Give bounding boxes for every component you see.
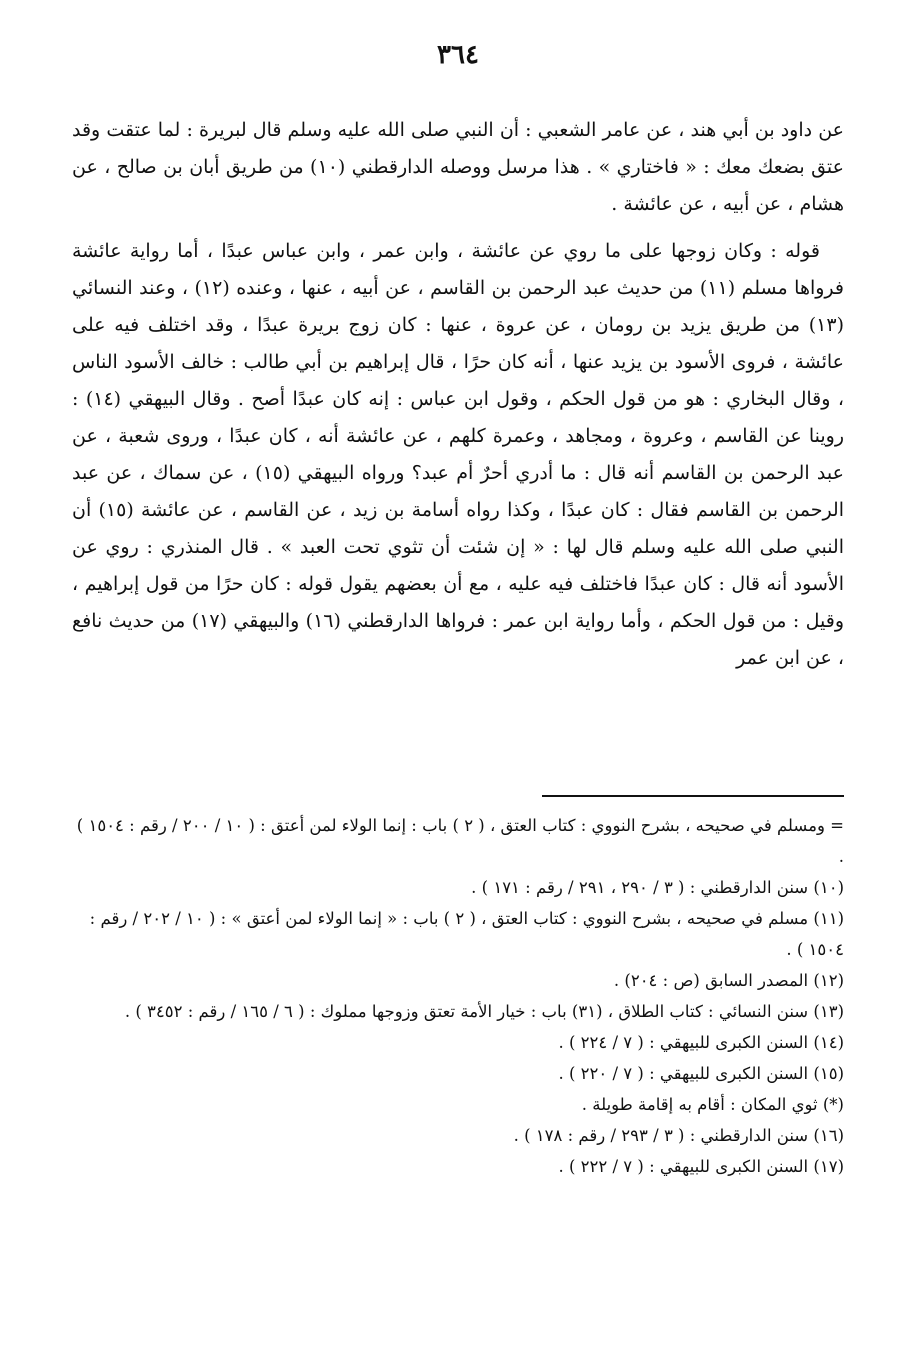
footnote-star: (*) ثوي المكان : أقام به إقامة طويلة . bbox=[581, 1095, 844, 1114]
paragraph-1: عن داود بن أبي هند ، عن عامر الشعبي : أن النبي صلى الله عليه وسلم قال لبريرة : لما عتقت وقد عتق بضعك معك : « فاختاري » . هذا مرسل ووصله الدارقطني (١٠) من طريق أبان بن صالح ، عن هشام ، عن أبيه ، عن عائشة . bbox=[72, 119, 844, 215]
footnote-14: (١٤) السنن الكبرى للبيهقي : ( ٧ / ٢٢٤ ) . bbox=[558, 1033, 844, 1052]
footnote-10: (١٠) سنن الدارقطني : ( ٣ / ٢٩٠ ، ٢٩١ / رقم : ١٧١ ) . bbox=[471, 878, 844, 897]
footnote-separator bbox=[542, 795, 844, 797]
footnote-continuation: = ومسلم في صحيحه ، بشرح النووي : كتاب العتق ، ( ٢ ) باب : إنما الولاء لمن أعتق : ( ١٠ / ٢٠٠ / رقم : ١٥٠٤ ) . bbox=[76, 816, 844, 866]
paragraph-2: قوله : وكان زوجها على ما روي عن عائشة ، وابن عمر ، وابن عباس عبدًا ، أما رواية عائشة فرواها مسلم (١١) من حديث عبد الرحمن بن القاسم ، عن أبيه ، عنها ، وعنده (١٢) ، وعند النسائي (١٣) من طريق يزيد بن رومان ، عن عروة ، عنها : كان زوج بريرة عبدًا ، وقد اختلف فيه على عائشة ، فروى الأسود بن يزيد عنها ، أنه كان حرًا ، قال إبراهيم بن أبي طالب : خالف الأسود الناس ، وقال البخاري : هو من قول الحكم ، وقول ابن عباس : إنه كان عبدًا أصح . وقال البيهقي (١٤) : روينا عن القاسم ، وعروة ، ومجاهد ، وعمرة كلهم ، عن عائشة أنه ، كان عبدًا ، وروى شعبة ، عن عبد الرحمن بن القاسم أنه قال : ما أدري أحرٌ أم عبد؟ ورواه البيهقي (١٥) ، عن سماك ، عن عبد الرحمن بن القاسم فقال : كان عبدًا ، وكذا رواه أسامة بن زيد ، عن القاسم ، عن عائشة (١٥) أن النبي صلى الله عليه وسلم قال لها : « إن شئت أن تثوي تحت العبد » . قال المنذري : روي عن الأسود أنه قال : كان عبدًا فاختلف فيه عليه ، مع أن بعضهم يقول قوله : كان حرًا من قول إبراهيم ، وقيل : من قول الحكم ، وأما رواية ابن عمر : فرواها الدارقطني (١٦) والبيهقي (١٧) من حديث نافع ، عن ابن عمر bbox=[72, 240, 845, 669]
footnote-17: (١٧) السنن الكبرى للبيهقي : ( ٧ / ٢٢٢ ) . bbox=[558, 1157, 844, 1176]
footnote-16: (١٦) سنن الدارقطني : ( ٣ / ٢٩٣ / رقم : ١٧٨ ) . bbox=[513, 1126, 844, 1145]
page-number: ٣٦٤ bbox=[437, 40, 479, 70]
footnote-15: (١٥) السنن الكبرى للبيهقي : ( ٧ / ٢٢٠ ) . bbox=[558, 1064, 844, 1083]
main-text bbox=[72, 112, 844, 677]
footnote-13: (١٣) سنن النسائي : كتاب الطلاق ، (٣١) باب : خيار الأمة تعتق وزوجها مملوك : ( ٦ / ١٦٥ / رقم : ٣٤٥٢ ) . bbox=[124, 1002, 844, 1021]
footnotes bbox=[72, 810, 844, 1182]
footnote-12: (١٢) المصدر السابق (ص : ٢٠٤) . bbox=[613, 971, 844, 990]
footnote-11: (١١) مسلم في صحيحه ، بشرح النووي : كتاب العتق ، ( ٢ ) باب : « إنما الولاء لمن أعتق » : ( ١٠ / ٢٠٢ / رقم : ١٥٠٤ ) . bbox=[89, 909, 844, 959]
